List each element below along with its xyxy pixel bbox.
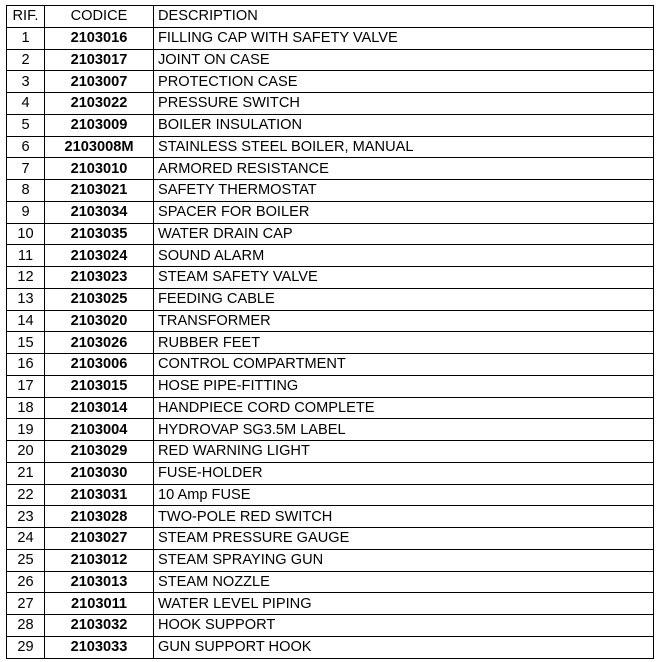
row-rif: 18 [7, 397, 45, 419]
table-row [7, 136, 654, 158]
row-rif: 17 [7, 375, 45, 397]
row-rif: 26 [7, 571, 45, 593]
row-codice: 2103004 [45, 419, 154, 441]
header-codice: CODICE [45, 6, 154, 28]
row-rif: 4 [7, 93, 45, 115]
row-rif: 25 [7, 549, 45, 571]
parts-table-body [7, 27, 654, 658]
row-description: FILLING CAP WITH SAFETY VALVE [154, 27, 654, 49]
row-description: JOINT ON CASE [154, 49, 654, 71]
table-row [7, 528, 654, 550]
row-description: WATER LEVEL PIPING [154, 593, 654, 615]
row-codice: 2103034 [45, 201, 154, 223]
row-rif: 21 [7, 462, 45, 484]
table-row [7, 462, 654, 484]
row-description: RUBBER FEET [154, 332, 654, 354]
table-row [7, 636, 654, 658]
row-description: BOILER INSULATION [154, 114, 654, 136]
row-description: STEAM SPRAYING GUN [154, 549, 654, 571]
table-row [7, 332, 654, 354]
table-row [7, 571, 654, 593]
row-description: TWO-POLE RED SWITCH [154, 506, 654, 528]
row-codice: 2103032 [45, 615, 154, 637]
table-row [7, 223, 654, 245]
table-row [7, 245, 654, 267]
row-description: STEAM NOZZLE [154, 571, 654, 593]
row-description: STAINLESS STEEL BOILER, MANUAL [154, 136, 654, 158]
table-row [7, 441, 654, 463]
table-row [7, 93, 654, 115]
row-codice: 2103020 [45, 310, 154, 332]
row-codice: 2103024 [45, 245, 154, 267]
row-description: FEEDING CABLE [154, 288, 654, 310]
row-rif: 5 [7, 114, 45, 136]
row-rif: 11 [7, 245, 45, 267]
table-row [7, 484, 654, 506]
row-rif: 14 [7, 310, 45, 332]
row-rif: 8 [7, 180, 45, 202]
table-row [7, 375, 654, 397]
row-codice: 2103021 [45, 180, 154, 202]
row-codice: 2103013 [45, 571, 154, 593]
row-description: ARMORED RESISTANCE [154, 158, 654, 180]
row-rif: 6 [7, 136, 45, 158]
row-description: PRESSURE SWITCH [154, 93, 654, 115]
table-row [7, 49, 654, 71]
row-codice: 2103009 [45, 114, 154, 136]
row-rif: 13 [7, 288, 45, 310]
row-codice: 2103022 [45, 93, 154, 115]
row-description: HANDPIECE CORD COMPLETE [154, 397, 654, 419]
row-rif: 1 [7, 27, 45, 49]
row-codice: 2103015 [45, 375, 154, 397]
row-codice: 2103031 [45, 484, 154, 506]
row-codice: 2103028 [45, 506, 154, 528]
row-description: HOOK SUPPORT [154, 615, 654, 637]
row-rif: 2 [7, 49, 45, 71]
row-description: STEAM SAFETY VALVE [154, 267, 654, 289]
row-codice: 2103033 [45, 636, 154, 658]
row-codice: 2103012 [45, 549, 154, 571]
table-row [7, 615, 654, 637]
row-description: HYDROVAP SG3.5M LABEL [154, 419, 654, 441]
row-description: SOUND ALARM [154, 245, 654, 267]
row-rif: 22 [7, 484, 45, 506]
table-row [7, 201, 654, 223]
table-row [7, 114, 654, 136]
row-codice: 2103027 [45, 528, 154, 550]
table-row [7, 180, 654, 202]
row-codice: 2103017 [45, 49, 154, 71]
row-codice: 2103014 [45, 397, 154, 419]
row-rif: 27 [7, 593, 45, 615]
row-codice: 2103016 [45, 27, 154, 49]
row-rif: 10 [7, 223, 45, 245]
row-description: WATER DRAIN CAP [154, 223, 654, 245]
row-rif: 24 [7, 528, 45, 550]
row-codice: 2103007 [45, 71, 154, 93]
row-description: SPACER FOR BOILER [154, 201, 654, 223]
row-description: STEAM PRESSURE GAUGE [154, 528, 654, 550]
row-rif: 15 [7, 332, 45, 354]
table-row [7, 71, 654, 93]
table-row [7, 354, 654, 376]
row-codice: 2103029 [45, 441, 154, 463]
table-row [7, 158, 654, 180]
parts-table [6, 5, 654, 659]
table-row [7, 419, 654, 441]
table-row [7, 310, 654, 332]
row-description: GUN SUPPORT HOOK [154, 636, 654, 658]
row-codice: 2103025 [45, 288, 154, 310]
row-description: SAFETY THERMOSTAT [154, 180, 654, 202]
row-codice: 2103011 [45, 593, 154, 615]
row-description: CONTROL COMPARTMENT [154, 354, 654, 376]
row-codice: 2103030 [45, 462, 154, 484]
row-description: PROTECTION CASE [154, 71, 654, 93]
row-codice: 2103006 [45, 354, 154, 376]
row-codice: 2103035 [45, 223, 154, 245]
row-rif: 3 [7, 71, 45, 93]
row-rif: 23 [7, 506, 45, 528]
row-codice: 2103008M [45, 136, 154, 158]
table-row [7, 549, 654, 571]
row-codice: 2103023 [45, 267, 154, 289]
row-rif: 20 [7, 441, 45, 463]
row-rif: 16 [7, 354, 45, 376]
row-codice: 2103010 [45, 158, 154, 180]
table-row [7, 267, 654, 289]
row-description: FUSE-HOLDER [154, 462, 654, 484]
row-rif: 7 [7, 158, 45, 180]
table-header-row [7, 6, 654, 28]
row-rif: 12 [7, 267, 45, 289]
row-rif: 28 [7, 615, 45, 637]
header-rif: RIF. [7, 6, 45, 28]
row-codice: 2103026 [45, 332, 154, 354]
header-description: DESCRIPTION [154, 6, 654, 28]
row-description: HOSE PIPE-FITTING [154, 375, 654, 397]
row-rif: 19 [7, 419, 45, 441]
table-row [7, 288, 654, 310]
row-description: TRANSFORMER [154, 310, 654, 332]
table-row [7, 506, 654, 528]
row-rif: 29 [7, 636, 45, 658]
row-rif: 9 [7, 201, 45, 223]
row-description: RED WARNING LIGHT [154, 441, 654, 463]
row-description: 10 Amp FUSE [154, 484, 654, 506]
table-row [7, 27, 654, 49]
table-row [7, 593, 654, 615]
table-row [7, 397, 654, 419]
